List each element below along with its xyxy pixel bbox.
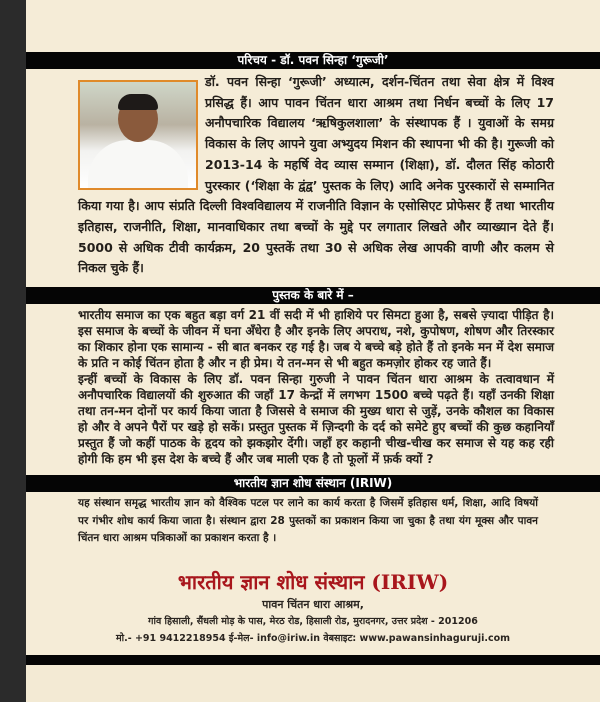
intro-section	[26, 69, 600, 287]
publisher-address: गांव हिसाली, सैंधली मोड़ के पास, मेरठ रोड, हिसाली रोड, मुरादनगर, उत्तर प्रदेश - 201206	[148, 615, 478, 627]
publisher-title: भारतीय ज्ञान शोध संस्थान (IRIW)	[177, 569, 449, 594]
publisher-contact: मो.- +91 9412218954 ई-मेल- info@iriw.in वेबसाइट: www.pawansinhaguruji.com	[115, 632, 511, 644]
about-book-text	[26, 304, 600, 475]
next-page	[26, 665, 600, 702]
author-photo	[78, 80, 198, 190]
intro-text-below-photo: सम्मानित किया गया है। आप संप्रति दिल्ली विश्वविद्यालय में राजनीति विज्ञान के एसोसिएट प्रोफेसर हैं तथा भारतीय इतिहास, राजनीति, शिक्षा, मानवाधिकार तथा बच्चों के मुद्दे पर लगातार लिखते और व्याख्यान देते हैं। 5000 से अधिक टीवी कार्यक्रम, 20 पुस्तकें तथा 30 से अधिक लेख आपकी वाणी और कलम से निकल चुके हैं।	[78, 177, 554, 276]
about-book-paragraph: इन्हीं बच्चों के विकास के लिए डॉ. पवन सिन्हा गुरुजी ने पावन चिंतन धारा आश्रम के तत्वावधान में अनौपचारिक विद्यालयों की शुरुआत की जहाँ 17 केन्द्रों में लगभग 1500 बच्चे पढ़ते हैं। यहाँ उनकी शिक्षा तथा तन-मन दोनों पर कार्य किया जाता है जिससे वे समाज की मुख्य धारा से जुड़ें, उनके कौशल का विकास हो और वे अपने पैरों पर खड़े हो सकें। प्रस्तुत पुस्तक में ज़िन्दगी के दर्द को समेटे हुए बच्चों की कुछ कहानियाँ प्रस्तुत हैं जो कहीं पाठक के हृदय को झकझोर देंगी। जहाँ हर कहानी चीख-चीख कर समाज से यह कह रही होगी कि हम भी इस देश के बच्चे हैं और जब माली एक है तो फूलों में फ़र्क क्यों ?	[78, 372, 554, 467]
intro-heading: परिचय - डॉ. पवन सिन्हा ‘गुरूजी’	[237, 53, 389, 67]
intro-text-beside-photo: डॉ. पवन सिन्हा ‘गुरूजी’ अध्यात्म, दर्शन-चिंतन तथा सेवा क्षेत्र में विश्व प्रसिद्ध हैं। आप पावन चिंतन धारा आश्रम तथा निर्धन बच्चों के लिए 17 अनौपचारिक विद्यालय ‘ऋषिकुलशाला’ के संस्थापक हैं । युवाओं के समग्र विकास के लिए आपने युवा अभ्युदय मिशन की स्थापना भी की है। गुरूजी को 2013-14 के महर्षि वेद व्यास सम्मान (शिक्षा), डॉ. दौलत सिंह कोठारी पुरस्कार (‘शिक्षा के द्वंद्व’ पुस्तक के लिए) आदि अनेक पुरस्कारों से	[205, 74, 554, 193]
photo-shirt	[88, 140, 188, 190]
institute-heading: भारतीय ज्ञान शोध संस्थान (IRIW)	[233, 476, 393, 491]
publisher-subtitle: पावन चिंतन धारा आश्रम,	[262, 597, 364, 611]
bottom-bar	[26, 655, 600, 665]
institute-heading-bar	[26, 475, 600, 492]
institute-text: यह संस्थान समृद्ध भारतीय ज्ञान को वैश्विक पटल पर लाने का कार्य करता है जिसमें इतिहास धर्म, शिक्षा, आदि विषयों पर गंभीर शोध कार्य किया जाता है। संस्थान द्वारा 28 पुस्तकों का प्रकाशन किया जा चुका है तथा यंग मूक्स और पावन चिंतन धारा आश्रम पत्रिकाओं का प्रकाशन करता है ।	[78, 497, 538, 545]
intro-heading-bar	[26, 52, 600, 69]
about-book-paragraph: भारतीय समाज का एक बहुत बड़ा वर्ग 21 वीं सदी में भी हाशिये पर सिमटा हुआ है, सबसे ज़्यादा पीड़ित है। इस समाज के बच्चों के जीवन में घना अँधेरा है और इनके लिए अपराध, नशे, कुपोषण, शोषण और तिरस्कार का शिकार होना एक सामान्य - सी बात बनकर रह गई है। जब ये बच्चे बड़े होते हैं तो इनके मन में देश समाज के प्रति न कोई चिंतन होता है और न ही प्रेम। ये तन-मन से भी बहुत कमज़ोर होकर रह जाते हैं।	[78, 308, 554, 371]
book-back-cover	[26, 0, 600, 655]
about-book-heading-bar	[26, 287, 600, 304]
photo-hair	[118, 94, 158, 110]
about-book-heading: पुस्तक के बारे में –	[272, 288, 354, 303]
